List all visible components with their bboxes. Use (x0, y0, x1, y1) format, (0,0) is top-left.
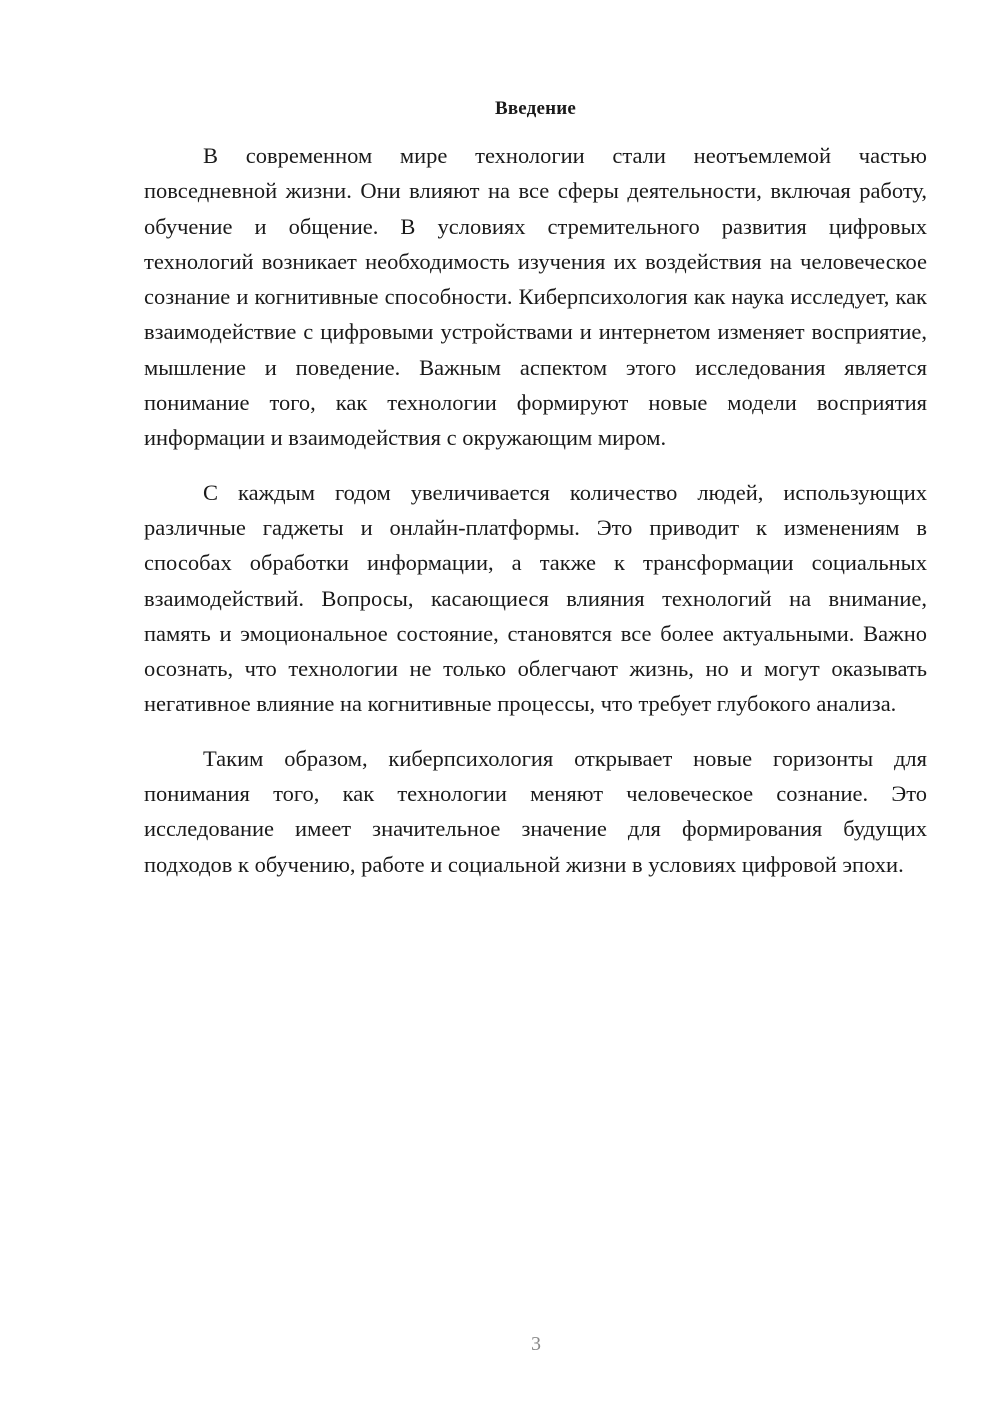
paragraph-3: Таким образом, киберпсихология открывает новые горизонты для понимания того, как технологии меняют человеческое сознание. Это исследование имеет значительное значение для формирования будущих подходов к обучению, работе и социальной жизни в условиях цифровой эпохи. (144, 745, 927, 877)
page-content (144, 97, 927, 901)
page-number: 3 (531, 1333, 541, 1355)
paragraph-1: В современном мире технологии стали неотъемлемой частью повседневной жизни. Они влияют на все сферы деятельности, включая работу, обучение и общение. В условиях стремительного развития цифровых технологий возникает необходимость изучения их воздействия на человеческое сознание и когнитивные способности. Киберпсихология как наука исследует, как взаимодействие с цифровыми устройствами и интернетом изменяет восприятие, мышление и поведение. Важным аспектом этого исследования является понимание того, как технологии формируют новые модели восприятия информации и взаимодействия с окружающим миром. (144, 143, 927, 451)
section-heading: Введение (494, 98, 577, 119)
paragraph-2: С каждым годом увеличивается количество людей, использующих различные гаджеты и онлайн-платформы. Это приводит к изменениям в способах обработки информации, а также к трансформации социальных взаимодействий. Вопросы, касающиеся влияния технологий на внимание, память и эмоциональное состояние, становятся все более актуальными. Важно осознать, что технологии не только облегчают жизнь, но и могут оказывать негативное влияние на когнитивные процессы, что требует глубокого анализа. (144, 479, 927, 717)
